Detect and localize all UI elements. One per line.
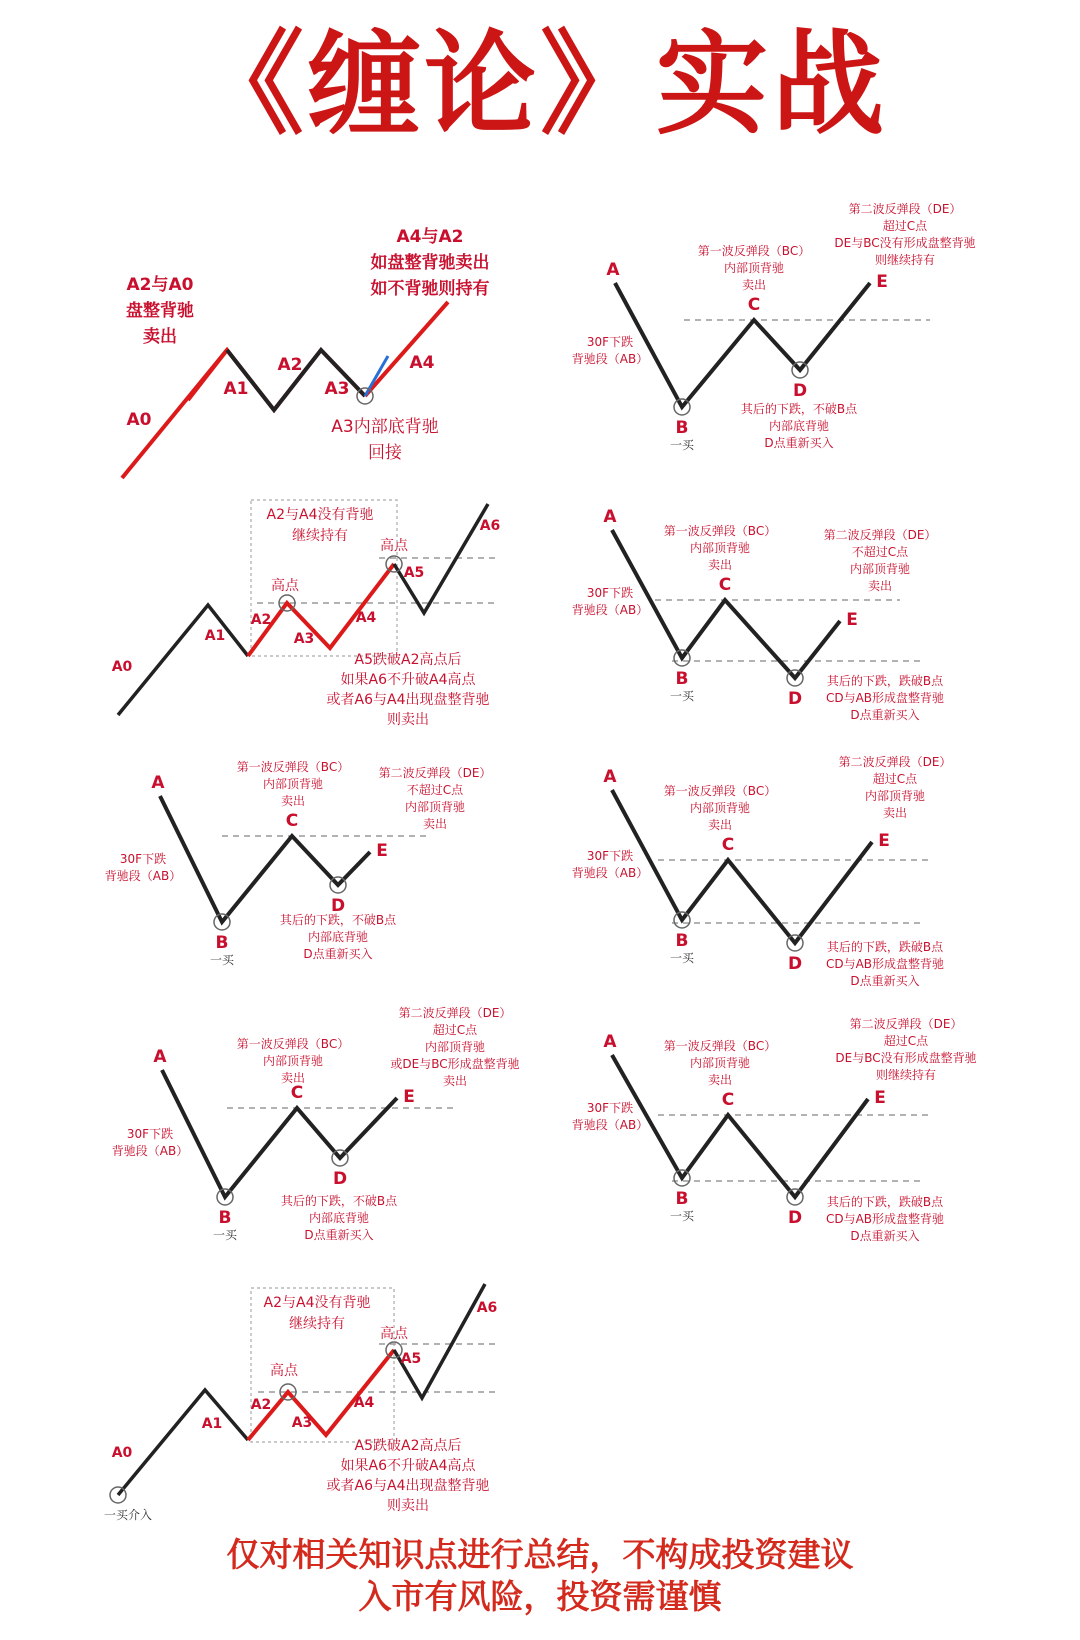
label-a5: A5 <box>400 1351 422 1367</box>
label-first-buy: 一买 <box>669 438 695 452</box>
label-a4: A4 <box>353 1395 375 1411</box>
disclaimer-line-2: 入市有风险，投资需谨慎 <box>358 1577 722 1616</box>
note-bc-line-1: 第一波反弹段（BC） <box>236 760 350 774</box>
note-d-line-1: 其后的下跌，不破B点 <box>740 402 858 416</box>
label-c: C <box>290 1083 304 1103</box>
label-a1: A1 <box>201 1416 223 1432</box>
label-first-buy: 一买 <box>669 951 695 965</box>
note-ab-line-2: 背驰段（AB） <box>571 352 649 366</box>
note-bc-line-2: 内部顶背驰 <box>262 777 324 791</box>
price-line-a4 <box>365 302 448 396</box>
note-d-line-3: D点重新买入 <box>850 1229 920 1243</box>
label-e: E <box>876 272 888 292</box>
label-c: C <box>718 575 732 595</box>
label-first-buy: 一买 <box>669 1209 695 1223</box>
note-box-line-1: A2与A4没有背驰 <box>263 1295 371 1311</box>
label-a6: A6 <box>476 1300 498 1316</box>
note-d-line-1: 其后的下跌，跌破B点 <box>826 1195 944 1209</box>
label-a5: A5 <box>403 565 425 581</box>
panel-p3 <box>112 500 501 728</box>
note-d-line-3: D点重新买入 <box>850 708 920 722</box>
label-a3: A3 <box>324 379 350 399</box>
note-a3-divergence-line-1: A3内部底背驰 <box>331 417 439 437</box>
label-a0: A0 <box>111 1445 133 1461</box>
label-b: B <box>675 1189 689 1209</box>
note-bottom-line-2: 如果A6不升破A4高点 <box>340 1458 476 1474</box>
note-de-line-4: 则继续持有 <box>874 253 936 267</box>
note-de-line-3: 内部顶背驰 <box>404 800 466 814</box>
label-first-buy-entry: 一买介入 <box>103 1508 153 1522</box>
note-ab-line-1: 30F下跌 <box>586 1101 634 1115</box>
note-bc-line-3: 卖出 <box>707 558 733 572</box>
note-box-line-2: 继续持有 <box>289 1316 345 1332</box>
label-a: A <box>603 767 617 787</box>
label-e: E <box>874 1088 886 1108</box>
note-a3-divergence-line-2: 回接 <box>368 443 402 463</box>
label-c: C <box>721 835 735 855</box>
note-ab-line-1: 30F下跌 <box>586 586 634 600</box>
note-d-line-1: 其后的下跌，跌破B点 <box>826 674 944 688</box>
note-d-line-3: D点重新买入 <box>303 947 373 961</box>
note-bc-line-3: 卖出 <box>707 818 733 832</box>
note-a2-a0-line-1: A2与A0 <box>126 275 194 295</box>
note-a2-a0-line-3: 卖出 <box>143 327 177 347</box>
label-d: D <box>330 896 346 916</box>
label-a0: A0 <box>111 659 133 675</box>
panel-p7 <box>112 1005 520 1242</box>
label-a4: A4 <box>355 610 377 626</box>
label-e: E <box>878 831 890 851</box>
note-de-line-3: 内部顶背驰 <box>864 789 926 803</box>
note-ab-line-1: 30F下跌 <box>119 852 167 866</box>
label-a: A <box>606 260 620 280</box>
label-e: E <box>846 610 858 630</box>
label-high-1: 高点 <box>271 578 299 594</box>
note-bc-line-1: 第一波反弹段（BC） <box>663 784 777 798</box>
label-e: E <box>403 1087 415 1107</box>
note-ab-line-2: 背驰段（AB） <box>104 869 182 883</box>
note-de-line-2: 不超过C点 <box>406 783 464 797</box>
note-d-line-3: D点重新买入 <box>850 974 920 988</box>
label-d: D <box>792 381 808 401</box>
note-de-line-2: 超过C点 <box>883 1034 929 1048</box>
note-ab-line-2: 背驰段（AB） <box>571 1118 649 1132</box>
label-d: D <box>787 1208 803 1228</box>
panel-p6 <box>572 754 952 988</box>
price-line-end <box>394 504 488 613</box>
note-ab-line-2: 背驰段（AB） <box>571 866 649 880</box>
note-bc-line-2: 内部顶背驰 <box>262 1054 324 1068</box>
label-d: D <box>787 689 803 709</box>
note-d-line-3: D点重新买入 <box>304 1228 374 1242</box>
label-a3: A3 <box>293 631 315 647</box>
note-bottom-line-1: A5跌破A2高点后 <box>354 1438 462 1454</box>
price-line <box>162 1070 397 1197</box>
label-a1: A1 <box>204 628 226 644</box>
panel-p9 <box>104 1284 497 1522</box>
note-bottom-line-3: 或者A6与A4出现盘整背驰 <box>326 1478 490 1494</box>
note-de-line-4: 卖出 <box>867 579 893 593</box>
price-line <box>612 1055 868 1197</box>
note-bc-line-1: 第一波反弹段（BC） <box>663 1039 777 1053</box>
label-d: D <box>787 954 803 974</box>
label-a2: A2 <box>250 1397 272 1413</box>
note-bc-line-2: 内部顶背驰 <box>689 1056 751 1070</box>
note-bc-line-3: 卖出 <box>280 1071 306 1085</box>
note-de-line-2: 超过C点 <box>432 1023 478 1037</box>
price-line <box>615 283 870 407</box>
note-d-line-2: CD与AB形成盘整背驰 <box>825 1212 945 1226</box>
note-bc-line-2: 内部顶背驰 <box>689 801 751 815</box>
label-a3: A3 <box>291 1415 313 1431</box>
note-bc-line-1: 第一波反弹段（BC） <box>663 524 777 538</box>
label-high-2: 高点 <box>380 538 408 554</box>
note-bc-line-3: 卖出 <box>280 794 306 808</box>
note-de-line-4: 则继续持有 <box>875 1068 937 1082</box>
note-d-line-2: CD与AB形成盘整背驰 <box>825 957 945 971</box>
label-c: C <box>721 1090 735 1110</box>
note-de-line-1: 第二波反弹段（DE） <box>848 202 962 216</box>
label-b: B <box>675 931 689 951</box>
label-a4: A4 <box>409 353 435 373</box>
label-e: E <box>376 841 388 861</box>
note-de-line-3: DE与BC没有形成盘整背驰 <box>834 236 976 250</box>
note-de-line-4: 卖出 <box>882 806 908 820</box>
label-a1: A1 <box>223 379 249 399</box>
note-bottom-line-3: 或者A6与A4出现盘整背驰 <box>326 692 490 708</box>
label-first-buy: 一买 <box>669 689 695 703</box>
note-bc-line-2: 内部顶背驰 <box>723 261 785 275</box>
disclaimer-line-1: 仅对相关知识点进行总结，不构成投资建议 <box>226 1535 854 1574</box>
note-bottom-line-2: 如果A6不升破A4高点 <box>340 672 476 688</box>
panel-p8 <box>572 1016 977 1243</box>
note-bottom-line-1: A5跌破A2高点后 <box>354 652 462 668</box>
label-d: D <box>332 1169 348 1189</box>
label-a: A <box>603 507 617 527</box>
note-de-line-1: 第二波反弹段（DE） <box>398 1006 512 1020</box>
label-first-buy: 一买 <box>212 1228 238 1242</box>
label-b: B <box>675 669 689 689</box>
note-bc-line-3: 卖出 <box>707 1073 733 1087</box>
price-line-start <box>118 605 248 715</box>
label-b: B <box>675 418 689 438</box>
note-d-line-3: D点重新买入 <box>764 436 834 450</box>
note-box-line-2: 继续持有 <box>292 528 348 544</box>
note-de-line-4: 卖出 <box>422 817 448 831</box>
note-d-line-2: CD与AB形成盘整背驰 <box>825 691 945 705</box>
panel-p1 <box>122 226 490 478</box>
note-de-line-2: 超过C点 <box>872 772 918 786</box>
note-d-line-2: 内部底背驰 <box>768 419 830 433</box>
panel-p4 <box>572 507 944 722</box>
note-ab-line-1: 30F下跌 <box>586 335 634 349</box>
disclaimer <box>0 1534 1080 1618</box>
note-d-line-1: 其后的下跌，不破B点 <box>280 1194 398 1208</box>
label-a: A <box>153 1047 167 1067</box>
label-first-buy: 一买 <box>209 953 235 967</box>
note-a4-a2-line-1: A4与A2 <box>396 227 464 247</box>
note-de-line-2: 不超过C点 <box>851 545 909 559</box>
note-bc-line-3: 卖出 <box>741 278 767 292</box>
note-a4-a2-line-2: 如盘整背驰卖出 <box>370 253 490 273</box>
label-c: C <box>285 811 299 831</box>
note-de-line-4: 或DE与BC形成盘整背驰 <box>390 1057 520 1071</box>
label-b: B <box>215 933 229 953</box>
note-box-line-1: A2与A4没有背驰 <box>266 507 374 523</box>
note-de-line-3: DE与BC没有形成盘整背驰 <box>835 1051 977 1065</box>
note-bc-line-2: 内部顶背驰 <box>689 541 751 555</box>
price-line-start <box>118 1390 248 1495</box>
note-bottom-line-4: 则卖出 <box>387 712 429 728</box>
note-d-line-1: 其后的下跌，不破B点 <box>279 913 397 927</box>
note-ab-line-2: 背驰段（AB） <box>111 1144 189 1158</box>
panel-p2 <box>572 201 976 452</box>
label-a6: A6 <box>479 518 501 534</box>
label-high-1: 高点 <box>270 1363 298 1379</box>
note-a4-a2-line-3: 如不背驰则持有 <box>370 279 490 299</box>
panel-p5 <box>105 759 492 967</box>
note-d-line-2: 内部底背驰 <box>307 930 369 944</box>
note-de-line-5: 卖出 <box>442 1074 468 1088</box>
note-bc-line-1: 第一波反弹段（BC） <box>236 1037 350 1051</box>
label-a2: A2 <box>277 355 303 375</box>
label-a0: A0 <box>126 410 152 430</box>
note-ab-line-1: 30F下跌 <box>126 1127 174 1141</box>
note-bc-line-1: 第一波反弹段（BC） <box>697 244 811 258</box>
note-de-line-3: 内部顶背驰 <box>849 562 911 576</box>
price-line-a0-upper <box>188 350 227 400</box>
note-de-line-3: 内部顶背驰 <box>424 1040 486 1054</box>
note-de-line-1: 第二波反弹段（DE） <box>378 766 492 780</box>
note-d-line-2: 内部底背驰 <box>308 1211 370 1225</box>
note-de-line-1: 第二波反弹段（DE） <box>838 755 952 769</box>
label-high-2: 高点 <box>380 1326 408 1342</box>
label-a: A <box>603 1032 617 1052</box>
note-de-line-1: 第二波反弹段（DE） <box>823 528 937 542</box>
note-a2-a0-line-2: 盘整背驰 <box>126 301 194 321</box>
label-a2: A2 <box>250 612 272 628</box>
label-a: A <box>151 773 165 793</box>
note-ab-line-1: 30F下跌 <box>586 849 634 863</box>
note-bottom-line-4: 则卖出 <box>387 1498 429 1514</box>
label-b: B <box>218 1208 232 1228</box>
note-d-line-1: 其后的下跌，跌破B点 <box>826 940 944 954</box>
note-de-line-1: 第二波反弹段（DE） <box>849 1017 963 1031</box>
label-c: C <box>747 295 761 315</box>
note-ab-line-2: 背驰段（AB） <box>571 603 649 617</box>
note-de-line-2: 超过C点 <box>882 219 928 233</box>
page-title: 《缠论》实战 <box>192 20 888 150</box>
